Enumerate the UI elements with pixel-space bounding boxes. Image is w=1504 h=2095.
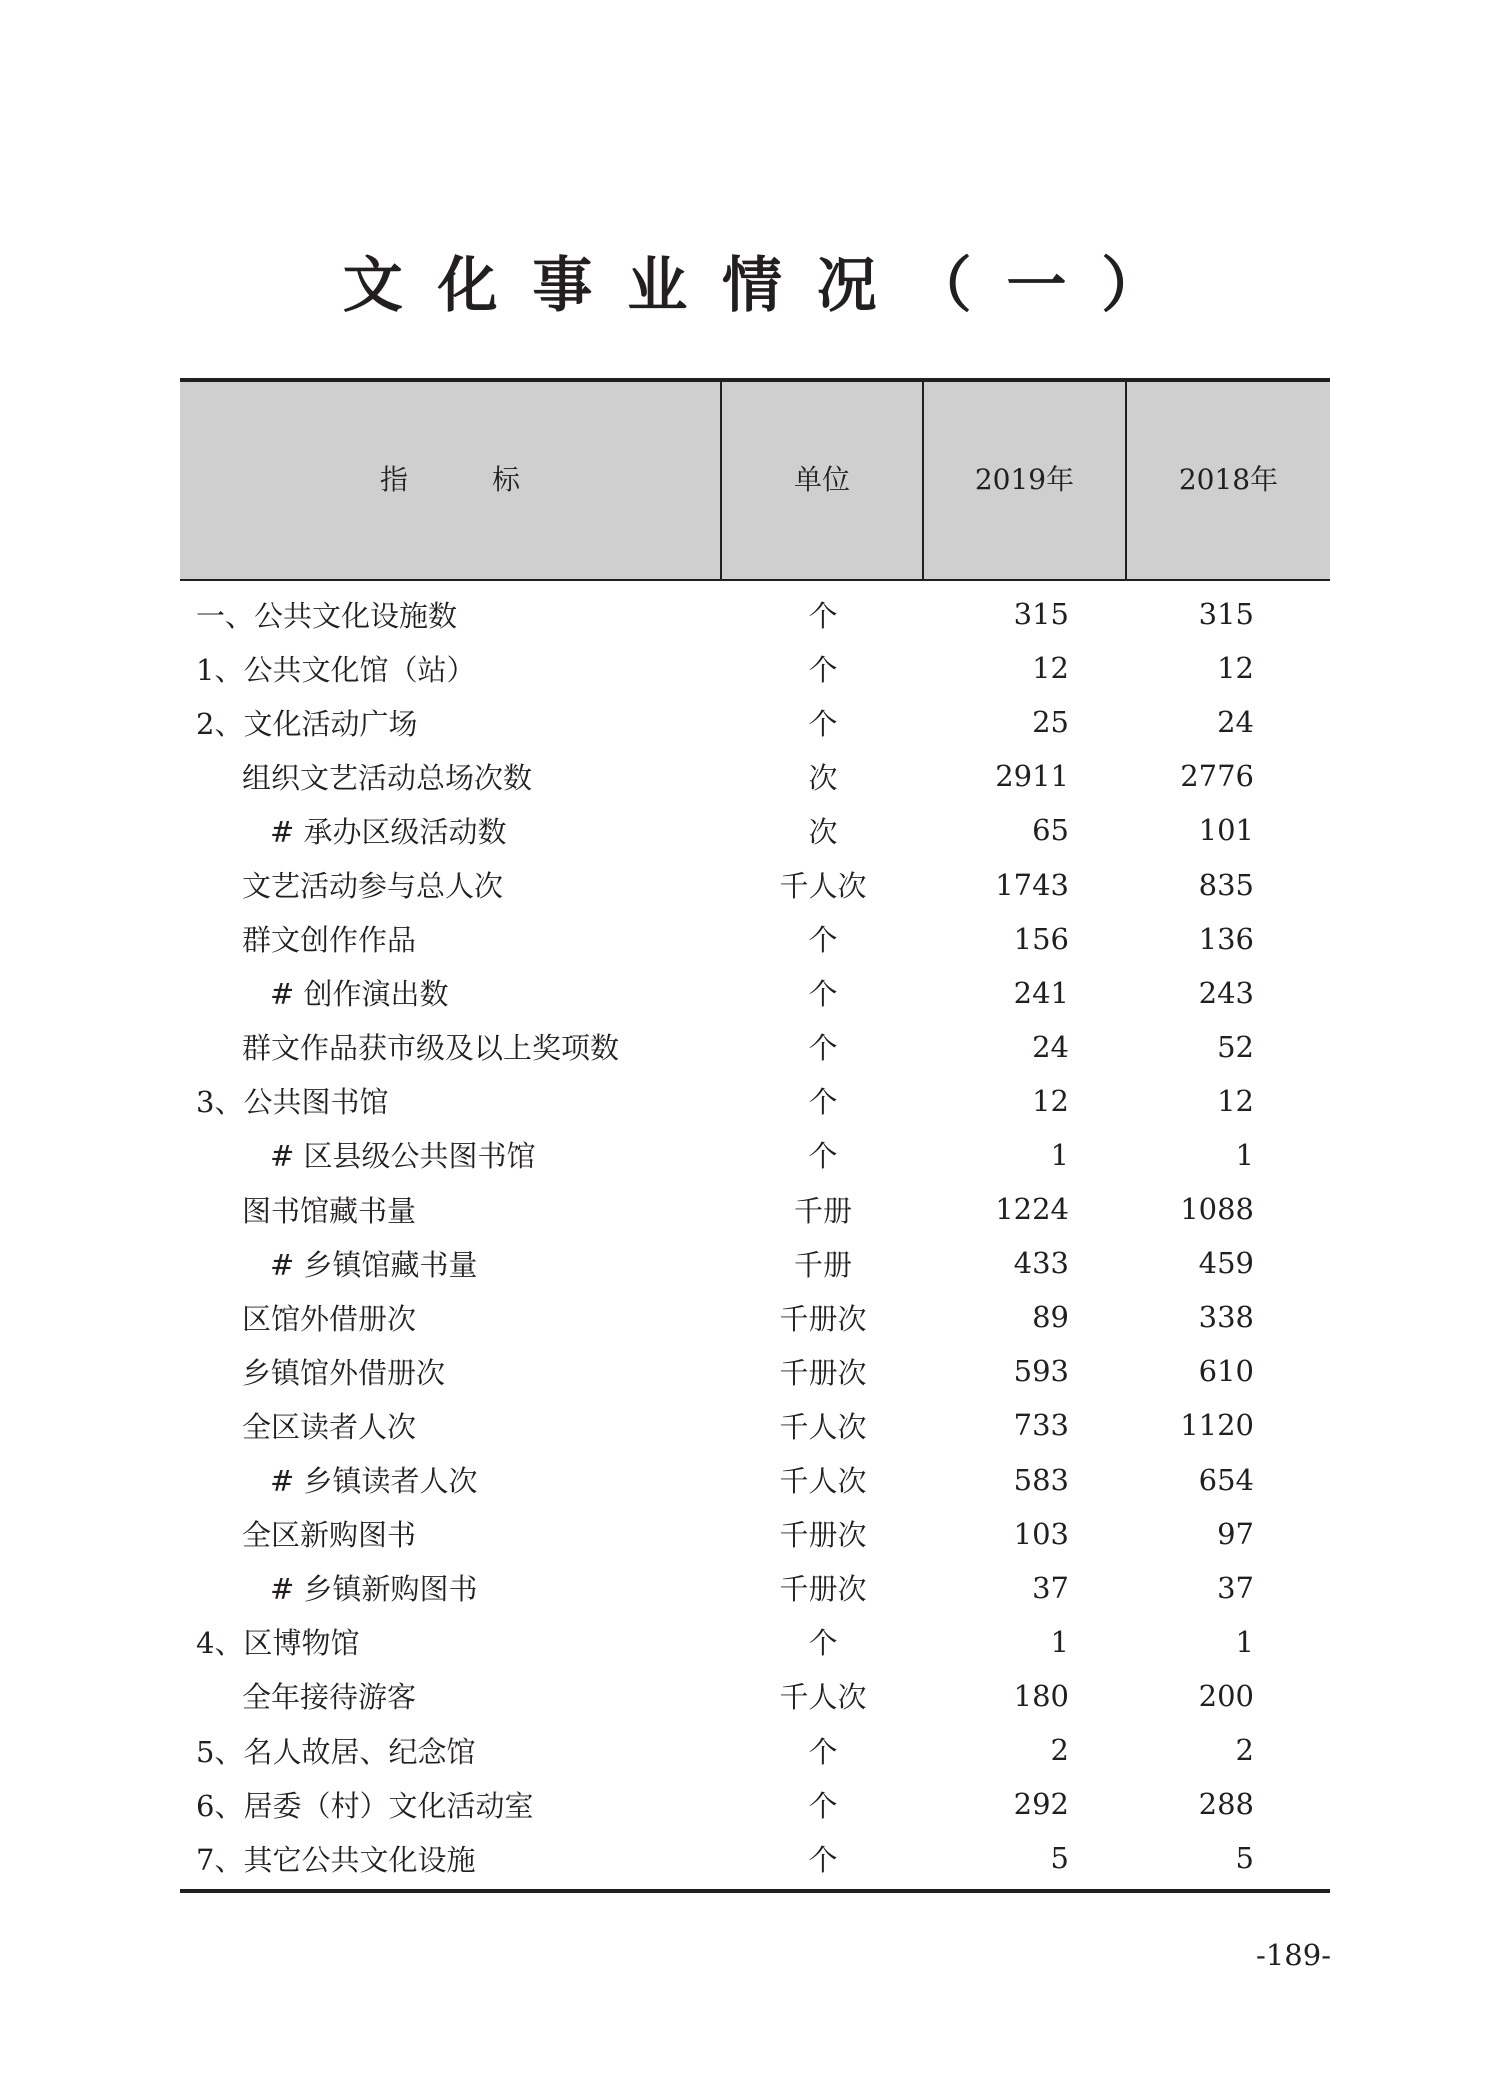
row-value-2019: 25	[1032, 705, 1069, 740]
row-value-2018: 1120	[1180, 1408, 1254, 1443]
statistics-table	[180, 378, 1330, 1893]
header-2018: 2018年	[1178, 462, 1279, 496]
row-value-2019: 315	[1013, 597, 1069, 632]
row-indicator: # 创作演出数	[270, 977, 449, 1012]
table-row	[180, 1020, 1330, 1074]
row-unit: 个	[808, 1139, 838, 1174]
table-row	[180, 1453, 1330, 1507]
row-unit: 千人次	[779, 869, 867, 904]
row-value-2018: 1088	[1180, 1192, 1254, 1227]
row-value-2018: 654	[1198, 1462, 1254, 1497]
row-value-2018: 200	[1198, 1678, 1254, 1713]
row-unit: 次	[808, 814, 838, 849]
row-indicator: 群文作品获市级及以上奖项数	[242, 1031, 620, 1066]
row-value-2019: 156	[1013, 921, 1069, 956]
row-value-2018: 315	[1198, 597, 1254, 632]
row-value-2018: 288	[1198, 1787, 1254, 1822]
table-row	[180, 1128, 1330, 1182]
table-bottom-rule	[180, 1889, 1330, 1893]
row-unit: 千人次	[779, 1409, 867, 1444]
table-row	[180, 1398, 1330, 1452]
row-unit: 个	[808, 598, 838, 633]
row-value-2019: 1743	[995, 867, 1069, 902]
row-value-2019: 37	[1032, 1570, 1069, 1605]
row-value-2018: 1	[1235, 1624, 1254, 1659]
row-indicator: 组织文艺活动总场次数	[242, 760, 533, 795]
table-row	[180, 749, 1330, 803]
table-row	[180, 1182, 1330, 1236]
header-indicator: 指 标	[180, 382, 722, 579]
row-value-2019: 292	[1013, 1787, 1069, 1822]
row-unit: 千人次	[779, 1464, 867, 1499]
table-row	[180, 1290, 1330, 1344]
row-value-2018: 5	[1235, 1841, 1254, 1876]
row-unit: 个	[808, 923, 838, 958]
row-value-2019: 180	[1013, 1678, 1069, 1713]
table-row	[180, 1723, 1330, 1777]
row-value-2019: 733	[1013, 1408, 1069, 1443]
row-value-2018: 459	[1198, 1246, 1254, 1281]
row-value-2019: 241	[1013, 975, 1069, 1010]
row-value-2019: 89	[1032, 1300, 1069, 1335]
row-unit: 个	[808, 1788, 838, 1823]
row-unit: 千人次	[779, 1680, 867, 1715]
row-value-2019: 12	[1032, 1083, 1069, 1118]
row-indicator: 全区读者人次	[242, 1409, 417, 1444]
row-value-2019: 1	[1050, 1624, 1069, 1659]
table-row	[180, 803, 1330, 857]
table-row	[180, 912, 1330, 966]
row-indicator: 4、区博物馆	[196, 1626, 360, 1661]
table-row	[180, 587, 1330, 641]
row-value-2018: 136	[1198, 921, 1254, 956]
row-unit: 次	[808, 760, 838, 795]
row-value-2018: 2	[1235, 1733, 1254, 1768]
row-unit: 个	[808, 652, 838, 687]
row-unit: 千册次	[779, 1518, 867, 1553]
row-value-2019: 1224	[995, 1192, 1069, 1227]
row-value-2018: 24	[1217, 705, 1254, 740]
row-value-2019: 5	[1050, 1841, 1069, 1876]
row-unit: 个	[808, 1734, 838, 1769]
table-body	[180, 581, 1330, 1885]
row-indicator: 全年接待游客	[242, 1680, 417, 1715]
row-value-2018: 12	[1217, 651, 1254, 686]
table-row	[180, 1344, 1330, 1398]
header-unit: 单位	[722, 382, 924, 579]
row-indicator: 区馆外借册次	[242, 1301, 417, 1336]
row-unit: 个	[808, 706, 838, 741]
row-value-2018: 52	[1217, 1029, 1254, 1064]
row-value-2018: 338	[1198, 1300, 1254, 1335]
row-unit: 个	[808, 977, 838, 1012]
row-indicator: 一、公共文化设施数	[196, 598, 458, 633]
row-indicator: # 乡镇新购图书	[270, 1572, 478, 1607]
row-value-2018: 97	[1217, 1516, 1254, 1551]
table-row	[180, 1777, 1330, 1831]
row-value-2018: 610	[1198, 1354, 1254, 1389]
row-value-2018: 243	[1198, 975, 1254, 1010]
table-header	[180, 382, 1330, 581]
row-value-2018: 12	[1217, 1083, 1254, 1118]
row-value-2019: 433	[1013, 1246, 1069, 1281]
header-2019: 2019年	[924, 382, 1127, 579]
row-unit: 千册次	[779, 1572, 867, 1607]
row-value-2019: 593	[1013, 1354, 1069, 1389]
table-row	[180, 1831, 1330, 1885]
row-unit: 千册次	[779, 1355, 867, 1390]
row-indicator: 乡镇馆外借册次	[242, 1355, 446, 1390]
table-row	[180, 1669, 1330, 1723]
row-indicator: # 乡镇读者人次	[270, 1464, 478, 1499]
table-row	[180, 1615, 1330, 1669]
row-value-2018: 2776	[1180, 759, 1254, 794]
row-unit: 个	[808, 1842, 838, 1877]
row-indicator: 全区新购图书	[242, 1518, 417, 1553]
row-value-2018: 37	[1217, 1570, 1254, 1605]
row-indicator: 6、居委（村）文化活动室	[196, 1788, 534, 1823]
row-unit: 个	[808, 1626, 838, 1661]
table-row	[180, 857, 1330, 911]
row-value-2019: 1	[1050, 1137, 1069, 1172]
table-row	[180, 1561, 1330, 1615]
row-unit: 个	[808, 1085, 838, 1120]
row-indicator: # 乡镇馆藏书量	[270, 1247, 478, 1282]
row-unit: 千册	[793, 1247, 852, 1282]
row-unit: 个	[808, 1031, 838, 1066]
table-row	[180, 695, 1330, 749]
row-indicator: 7、其它公共文化设施	[196, 1842, 476, 1877]
row-value-2018: 835	[1198, 867, 1254, 902]
row-indicator: # 承办区级活动数	[270, 814, 507, 849]
row-indicator: 2、文化活动广场	[196, 706, 418, 741]
row-unit: 千册次	[779, 1301, 867, 1336]
row-value-2019: 12	[1032, 651, 1069, 686]
row-indicator: 5、名人故居、纪念馆	[196, 1734, 476, 1769]
table-row	[180, 1074, 1330, 1128]
row-value-2019: 65	[1032, 813, 1069, 848]
row-indicator: # 区县级公共图书馆	[270, 1139, 536, 1174]
row-value-2019: 24	[1032, 1029, 1069, 1064]
table-row	[180, 966, 1330, 1020]
row-indicator: 图书馆藏书量	[242, 1193, 417, 1228]
row-value-2019: 103	[1013, 1516, 1069, 1551]
row-value-2019: 2	[1050, 1733, 1069, 1768]
table-row	[180, 1236, 1330, 1290]
row-unit: 千册	[793, 1193, 852, 1228]
table-row	[180, 641, 1330, 695]
row-indicator: 3、公共图书馆	[196, 1085, 389, 1120]
row-indicator: 文艺活动参与总人次	[242, 869, 504, 904]
row-value-2018: 1	[1235, 1137, 1254, 1172]
row-value-2019: 2911	[995, 759, 1069, 794]
row-value-2019: 583	[1013, 1462, 1069, 1497]
page-number: -189-	[1256, 1938, 1331, 1972]
table-row	[180, 1507, 1330, 1561]
row-indicator: 1、公共文化馆（站）	[196, 652, 476, 687]
row-indicator: 群文创作作品	[242, 923, 417, 958]
page-title: 文化事业情况（一）	[342, 251, 1196, 321]
row-value-2018: 101	[1198, 813, 1254, 848]
